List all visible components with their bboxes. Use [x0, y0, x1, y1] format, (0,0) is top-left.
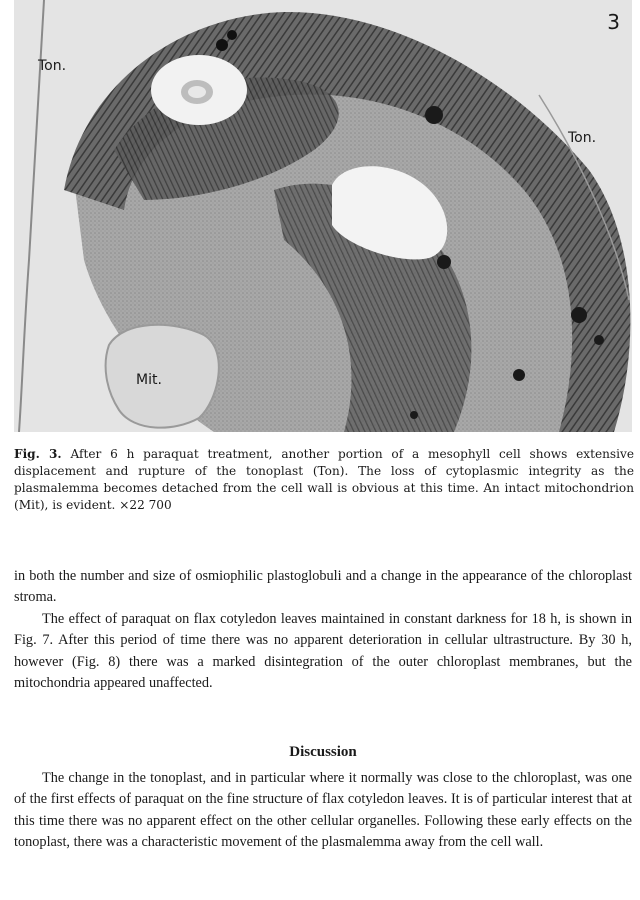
figure-number: 3: [607, 10, 620, 34]
paragraph-darkness-effect: The effect of paraquat on flax cotyledon leaves maintained in constant darkness for 18 h, is shown in Fig. 7. After this period of time there was no apparent deterioration in cellular ultrastructure. By 30 h, however (Fig. 8) there was a marked disintegration of the outer chloroplast membranes, but the mitochondria appeared unaffected.: [14, 610, 632, 692]
discussion-text: [14, 768, 632, 854]
results-text: [14, 566, 632, 694]
caption-text: After 6 h paraquat treatment, another portion of a mesophyll cell shows extensive displacement and rupture of the tonoplast (Ton). The loss of cytoplasmic integrity as the plasmalemma becomes detached from the cell wall is obvious at this time. An intact mitochondrion (Mit), is evident. ×22 700: [14, 447, 634, 512]
label-mitochondrion: Mit.: [136, 372, 162, 388]
paragraph-continuation: in both the number and size of osmiophilic plastoglobuli and a change in the appearance of the chloroplast stroma.: [14, 568, 632, 606]
caption-label: Fig. 3.: [14, 447, 62, 461]
label-tonoplast-right: Ton.: [568, 130, 597, 146]
paragraph-discussion: The change in the tonoplast, and in particular where it normally was close to the chloroplast, was one of the first effects of paraquat on the fine structure of flax cotyledon leaves. It is of particular interest that at this time there was no apparent effect on the other cellular organelles. Following these early effects on the tonoplast, there was a characteristic movement of the plasmalemma away from the cell wall.: [14, 770, 632, 851]
label-tonoplast-left: Ton.: [38, 58, 67, 74]
micrograph-figure: [14, 0, 632, 432]
section-heading-discussion: Discussion: [289, 744, 357, 760]
figure-caption: [14, 446, 634, 514]
micrograph-image: [14, 0, 632, 432]
